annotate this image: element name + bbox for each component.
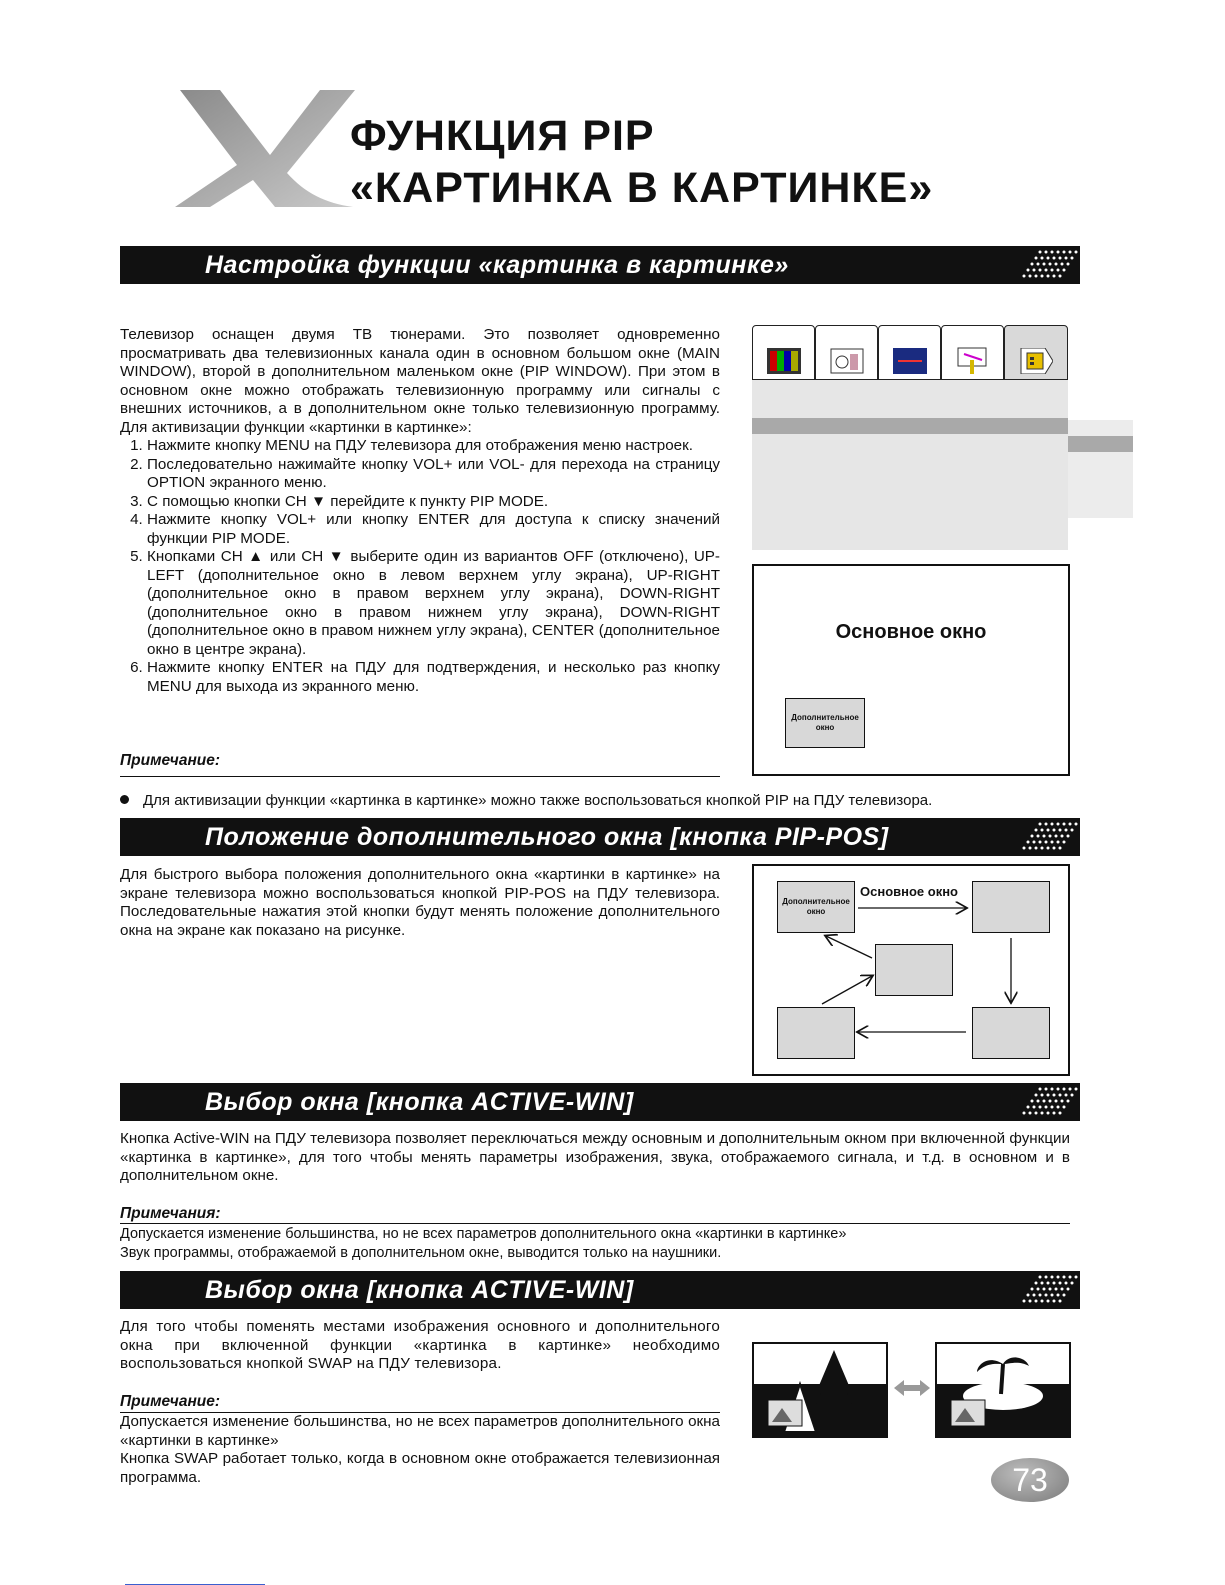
note-title: Примечание: [120, 752, 221, 769]
menu-tab-sound [815, 325, 878, 380]
section4-body: Для того чтобы поменять местами изображения основного и дополнительного окна при включенной функции «картинка в картинке» необходимо воспользоваться кнопкой SWAP на ПДУ телевизора. [120, 1318, 720, 1372]
divider [120, 1223, 1070, 1224]
menu-tab-picture [752, 325, 815, 380]
dots-decoration-icon [1020, 1083, 1080, 1121]
menu-tab-function [941, 325, 1004, 380]
section-heading-pip-pos: Положение дополнительного окна [кнопка PIP-POS] [120, 818, 1080, 856]
option-icon [1019, 348, 1053, 374]
dots-decoration-icon [1020, 818, 1080, 856]
page-number: 73 [991, 1458, 1069, 1502]
divider [120, 776, 720, 777]
list-item: 3. С помощью кнопки CH ▼ перейдите к пункту PIP MODE. [147, 493, 720, 512]
forest-scene-icon [754, 1344, 886, 1436]
pip-window-label: Дополнительное окно [791, 713, 859, 732]
menu-tab-screen [878, 325, 941, 380]
list-item: 1. Нажмите кнопку MENU на ПДУ телевизора для отображения меню настроек. [147, 437, 720, 456]
osd-menu-illustration [752, 325, 1068, 550]
section3-notes [120, 1225, 1070, 1262]
section1-body [120, 326, 720, 696]
bullet-note: Для активизации функции «картинка в картинке» можно также воспользоваться кнопкой PIP на ПДУ телевизора. [120, 792, 932, 809]
pip-window-label: Дополнительное окно [782, 897, 850, 916]
main-window-label: Основное окно [835, 621, 987, 643]
section-heading-swap: Выбор окна [кнопка ACTIVE-WIN] [120, 1271, 1080, 1309]
note-line: Звук программы, отображаемой в дополнительном окне, выводится только на наушники. [120, 1244, 722, 1261]
arrows-icon [754, 866, 1068, 1074]
steps-list [120, 437, 720, 696]
list-item: 4. Нажмите кнопку VOL+ или кнопку ENTER для доступа к списку значений функции PIP MODE. [147, 511, 720, 548]
note-line: Допускается изменение большинства, но не всех параметров дополнительного окна «картинки в картинке» [120, 1226, 847, 1242]
note-title: Примечания: [120, 1205, 221, 1222]
section3-body: Кнопка Active-WIN на ПДУ телевизора позволяет переключаться между основным и дополнительным окном при включенной функции «картинка в картинке», для того чтобы менять параметры изображения, звука, отображаемого сигнала, и т.д. в основном и в дополнительном окне. [120, 1130, 1070, 1184]
menu-selected-row [752, 418, 1068, 434]
list-item: 5. Кнопками CH ▲ или CH ▼ выберите один из вариантов OFF (отключено), UP-LEFT (дополнительное окно в левом верхнем углу экрана), UP-RIGHT (дополнительное окно в правом верхнем углу экрана), DOWN-RIGHT (дополнительное окно в правом нижнем углу экрана), DOWN-RIGHT (дополнительное окно в правом нижнем углу экрана), CENTER (дополнительное окно в центре экрана). [147, 548, 720, 659]
dots-decoration-icon [1020, 1271, 1080, 1309]
note-title: Примечание: [120, 1393, 221, 1410]
intro-paragraph: Телевизор оснащен двумя ТВ тюнерами. Это позволяет одновременно просматривать два телевизионных канала один в основном большом окне (MAIN WINDOW), второй в дополнительном маленьком окне (PIP WINDOW). При этом в основном окне можно отображать телевизионную программу или сигналы с внешних источников, а в дополнительном окне только телевизионную программу. Для активизации функции «картинки в картинке»: [120, 326, 720, 436]
bullet-icon [120, 795, 129, 804]
swap-arrows-icon [892, 1378, 932, 1398]
swap-left-screen [752, 1342, 888, 1438]
main-window-illustration [752, 564, 1070, 776]
list-item: 2. Последовательно нажимайте кнопку VOL+ или VOL- для перехода на страницу OPTION экранного меню. [147, 456, 720, 493]
screen-icon [893, 348, 927, 374]
swap-right-screen [935, 1342, 1071, 1438]
section-heading-pip-setup: Настройка функции «картинка в картинке» [120, 246, 1080, 284]
note-line: Кнопка SWAP работает только, когда в основном окне отображается телевизионная программа. [120, 1450, 720, 1486]
island-scene-icon [937, 1344, 1069, 1436]
sound-icon [830, 348, 864, 374]
pip-position-diagram [752, 864, 1070, 1076]
page-title: ФУНКЦИЯ PIP «КАРТИНКА В КАРТИНКЕ» [350, 112, 934, 212]
picture-icon [767, 348, 801, 374]
main-window-label: Основное окно [860, 884, 959, 899]
brand-x-logo [175, 85, 360, 215]
menu-tab-option [1004, 325, 1068, 380]
function-icon [956, 344, 990, 374]
pip-window-box [785, 698, 865, 748]
list-item: 6. Нажмите кнопку ENTER на ПДУ для подтверждения, и несколько раз кнопку MENU для выхода из экранного меню. [147, 659, 720, 696]
dots-decoration-icon [1020, 246, 1080, 284]
section-heading-active-win: Выбор окна [кнопка ACTIVE-WIN] [120, 1083, 1080, 1121]
note-line: Допускается изменение большинства, но не всех параметров дополнительного окна «картинки в картинке» [120, 1413, 720, 1449]
section4-notes [120, 1413, 720, 1487]
submenu-panel [1068, 420, 1133, 518]
section2-body: Для быстрого выбора положения дополнительного окна «картинки в картинке» на экране телевизора можно воспользоваться кнопкой PIP-POS на ПДУ телевизора. Последовательные нажатия этой кнопки будут менять положение дополнительного окна на экране как показано на рисунке. [120, 866, 720, 939]
